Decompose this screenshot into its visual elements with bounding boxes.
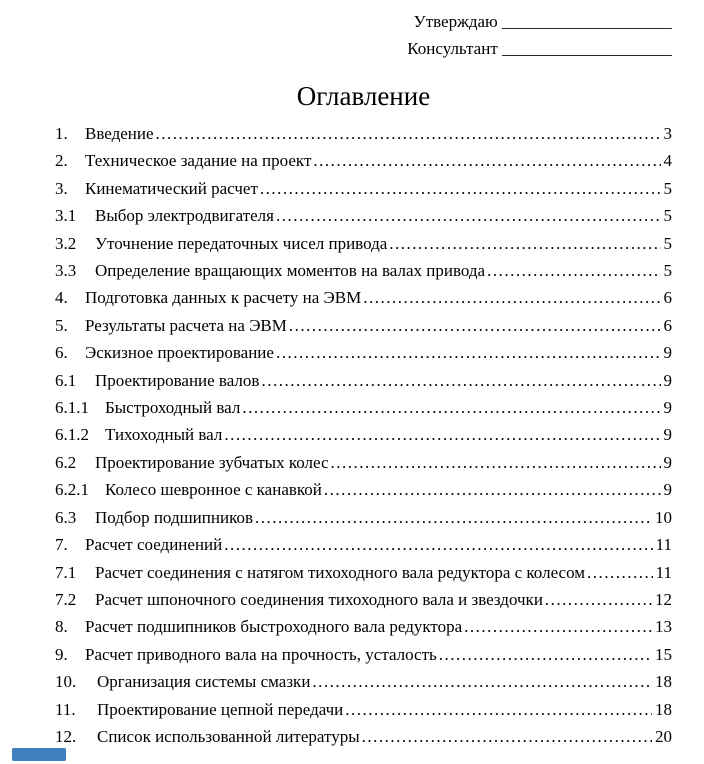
toc-entry-label: Расчет подшипников быстроходного вала редуктора bbox=[85, 617, 463, 637]
approve-signature-line: ____________________ bbox=[502, 12, 672, 31]
toc-entry-page-number: 5 bbox=[663, 233, 672, 253]
toc-entry-page-number: 6 bbox=[663, 288, 672, 308]
approve-label: Утверждаю bbox=[413, 12, 498, 31]
toc-entry-label: Тихоходный вал bbox=[105, 425, 223, 445]
toc-entry-label: Расчет приводного вала на прочность, усталость bbox=[85, 644, 437, 664]
dot-leader bbox=[260, 175, 661, 202]
toc-row bbox=[55, 586, 672, 613]
toc-entry-label: Введение bbox=[85, 124, 154, 143]
dot-leader bbox=[439, 641, 652, 668]
toc-entry-number: 2. bbox=[55, 151, 68, 171]
toc-row bbox=[55, 339, 672, 366]
toc-entry-label: Расчет соединений bbox=[85, 535, 223, 555]
toc-entry-label: Расчет шпоночного соединения тихоходного вала и звездочки bbox=[95, 589, 543, 609]
toc-row bbox=[55, 696, 672, 723]
toc-entry-number: 9. bbox=[55, 644, 68, 664]
toc-row bbox=[55, 120, 672, 147]
toc-entry-number: 11. bbox=[55, 699, 76, 719]
toc-entry-number: 6. bbox=[55, 343, 68, 363]
toc-entry-label: Кинематический расчет bbox=[85, 178, 258, 198]
corner-watermark-badge[interactable] bbox=[12, 748, 66, 761]
toc-entry-page-number: 6 bbox=[663, 315, 672, 335]
toc-entry-number: 10. bbox=[55, 672, 77, 692]
toc-list bbox=[55, 120, 672, 750]
dot-leader bbox=[224, 421, 660, 448]
toc-entry-number: 6.2.1 bbox=[55, 480, 89, 500]
toc-entry-number: 3.2 bbox=[55, 233, 77, 253]
toc-entry-label: Проектирование зубчатых колес bbox=[95, 452, 329, 472]
consultant-label: Консультант bbox=[407, 39, 498, 58]
toc-entry-page-number: 9 bbox=[663, 398, 672, 418]
dot-leader bbox=[363, 284, 660, 311]
dot-leader bbox=[324, 476, 661, 503]
toc-entry-page-number: 5 bbox=[663, 261, 672, 281]
toc-row bbox=[55, 202, 672, 229]
toc-row bbox=[55, 531, 672, 558]
dot-leader bbox=[313, 147, 660, 174]
toc-entry-label: Эскизное проектирование bbox=[85, 343, 274, 363]
toc-entry-page-number: 15 bbox=[655, 644, 672, 664]
toc-entry-number: 4. bbox=[55, 288, 68, 308]
toc-row bbox=[55, 559, 672, 586]
toc-row bbox=[55, 284, 672, 311]
toc-row bbox=[55, 449, 672, 476]
toc-entry-number: 6.3 bbox=[55, 507, 77, 527]
consultant-line bbox=[407, 35, 672, 62]
toc-row bbox=[55, 394, 672, 421]
toc-entry-page-number: 13 bbox=[655, 617, 672, 637]
toc-row bbox=[55, 668, 672, 695]
dot-leader bbox=[289, 312, 661, 339]
toc-row bbox=[55, 723, 672, 750]
consultant-signature-line: ____________________ bbox=[502, 39, 672, 58]
dot-leader bbox=[545, 586, 652, 613]
toc-entry-label: Определение вращающих моментов на валах привода bbox=[95, 261, 486, 281]
dot-leader bbox=[587, 559, 653, 586]
toc-entry-label: Колесо шевронное с канавкой bbox=[105, 480, 322, 500]
toc-entry-label: Результаты расчета на ЭВМ bbox=[85, 315, 287, 335]
toc-entry-page-number: 5 bbox=[663, 206, 672, 226]
toc-entry-number: 6.1 bbox=[55, 370, 77, 390]
toc-entry-number: 6.2 bbox=[55, 452, 77, 472]
toc-entry-page-number: 9 bbox=[663, 452, 672, 472]
toc-entry-label: Быстроходный вал bbox=[105, 398, 241, 418]
toc-entry-page-number: 9 bbox=[663, 480, 672, 500]
dot-leader bbox=[312, 668, 652, 695]
toc-entry-page-number: 18 bbox=[655, 672, 672, 692]
toc-entry-label: Выбор электродвигателя bbox=[95, 206, 274, 226]
toc-entry-label: Подготовка данных к расчету на ЭВМ bbox=[85, 288, 362, 308]
toc-entry-label: Проектирование цепной передачи bbox=[97, 699, 344, 719]
toc-entry-number: 7.2 bbox=[55, 589, 77, 609]
dot-leader bbox=[345, 696, 652, 723]
dot-leader bbox=[255, 504, 652, 531]
toc-entry-page-number: 9 bbox=[663, 343, 672, 363]
dot-leader bbox=[487, 257, 660, 284]
toc-entry-page-number: 11 bbox=[655, 535, 672, 555]
toc-row bbox=[55, 147, 672, 174]
toc-entry-page-number: 11 bbox=[655, 562, 672, 582]
dot-leader bbox=[362, 723, 652, 750]
toc-entry-label: Проектирование валов bbox=[95, 370, 260, 390]
toc-row bbox=[55, 613, 672, 640]
toc-entry-number: 1. bbox=[55, 124, 68, 143]
toc-entry-number: 5. bbox=[55, 315, 68, 335]
dot-leader bbox=[276, 339, 661, 366]
toc-entry-number: 12. bbox=[55, 726, 77, 746]
toc-title: Оглавление bbox=[296, 81, 431, 111]
toc-entry-label: Организация системы смазки bbox=[97, 672, 311, 692]
toc-entry-number: 7. bbox=[55, 535, 68, 555]
toc-entry-label: Подбор подшипников bbox=[95, 507, 253, 527]
toc-entry-number: 3.1 bbox=[55, 206, 77, 226]
toc-entry-page-number: 5 bbox=[663, 178, 672, 198]
toc-entry-number: 7.1 bbox=[55, 562, 77, 582]
toc-row bbox=[55, 312, 672, 339]
dot-leader bbox=[261, 367, 660, 394]
signature-block bbox=[55, 8, 672, 62]
toc-entry-number: 3. bbox=[55, 178, 68, 198]
approve-line bbox=[414, 8, 672, 35]
toc-row bbox=[55, 175, 672, 202]
dot-leader bbox=[224, 531, 652, 558]
toc-row bbox=[55, 230, 672, 257]
dot-leader bbox=[464, 613, 652, 640]
toc-row bbox=[55, 367, 672, 394]
toc-entry-label: Уточнение передаточных чисел привода bbox=[95, 233, 388, 253]
toc-entry-number: 8. bbox=[55, 617, 68, 637]
toc-entry-page-number: 3 bbox=[663, 124, 672, 143]
dot-leader bbox=[242, 394, 660, 421]
toc-entry-page-number: 20 bbox=[655, 726, 672, 746]
toc-row bbox=[55, 476, 672, 503]
dot-leader bbox=[156, 120, 661, 147]
toc-row bbox=[55, 641, 672, 668]
toc-entry-page-number: 9 bbox=[663, 425, 672, 445]
toc-row bbox=[55, 421, 672, 448]
toc-entry-page-number: 4 bbox=[663, 151, 672, 171]
toc-entry-label: Расчет соединения с натягом тихоходного вала редуктора с колесом bbox=[95, 562, 586, 582]
dot-leader bbox=[276, 202, 661, 229]
toc-entry-page-number: 9 bbox=[663, 370, 672, 390]
toc-entry-number: 6.1.1 bbox=[55, 398, 89, 418]
toc-entry-number: 6.1.2 bbox=[55, 425, 89, 445]
toc-entry-page-number: 12 bbox=[655, 589, 672, 609]
toc-entry-page-number: 18 bbox=[655, 699, 672, 719]
toc-row bbox=[55, 504, 672, 531]
toc-row bbox=[55, 257, 672, 284]
toc-entry-label: Список использованной литературы bbox=[97, 726, 360, 746]
dot-leader bbox=[389, 230, 660, 257]
toc-entry-label: Техническое задание на проект bbox=[85, 151, 312, 171]
dot-leader bbox=[331, 449, 661, 476]
toc-entry-number: 3.3 bbox=[55, 261, 77, 281]
toc-entry-page-number: 10 bbox=[655, 507, 672, 527]
